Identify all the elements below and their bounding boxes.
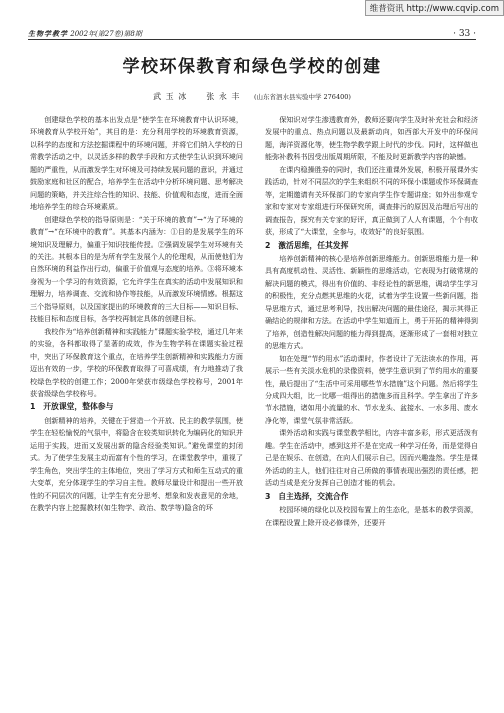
article-title: 学校环保教育和绿色学校的创建: [122, 57, 382, 77]
section-heading: 3 自主选择，交流合作: [265, 491, 349, 501]
section-heading: 2 激活思维，任其发挥: [265, 240, 349, 250]
author-name: 武 玉 冰: [153, 92, 188, 101]
body-paragraph: 我校作为“培养创新精神和实践能力”课题实验学校，通过几年来的实验，各科都取得了显著的成效，作为生物学科在课题实验过程中，突出了环保教育这个重点，在培养学生创新精神和实践能力方面迈出有效的一步，学校的环保教育取得了可喜成绩，有力地推动了我校绿色学校的创建工作；2000年荣获市级绿色学校称号，2001年获省级绿色学校称号。: [30, 326, 243, 398]
left-column: [30, 114, 243, 515]
body-paragraph: 校园环境的绿化以及校园布置上的生态化，是基本的教学资源，在课程设置上除开设必修课外，还要开: [265, 505, 478, 527]
body-paragraph: 培养创新精神的核心是培养创新思维能力。创新思维能力是一种具有高度机动性、灵活性、新颖性的思维活动，它表现为打破常规的解决问题的模式，得出有价值的、非经论性的新思维，调动学生学习的积极性，充分点燃其思维的火花，试着为学生设置一些新问题，指导思维方式，通过思考利导，找出解决问题的最佳途径，揭示其得正确结论的规律和方法。在活动中学生知道而上，勇于开拓的精神得到了培养，创造性解决问题的能力得到提高，逐渐形成了一套相对独立的思维方式。: [265, 253, 478, 351]
journal-name: 生物学教学: [28, 29, 68, 38]
body-paragraph: 创新精神的培养，关键在于营造一个开放、民主的教学氛围，使学生在轻松愉悦的气氛中，将隐含在较类知识转化为编码化的知识并运用于实践，进而又发展出新的隐含经验类知识。”避免课堂的封闭式。为了使学生发展主动而富有个性的学习，在课堂教学中，重视了学生角色，突出学生的主体地位，突出了学习方式和师生互动式的重大变革，充分体现学生的学习自主性。教师尽量设计和提出一些开放性的不同层次的问题，让学生有充分思考、想象和发表意见的余地，在教学内容上挖掘教材(如生物学、政治、数学等)隐含的环: [30, 415, 243, 513]
journal-issue: 2002年(第27卷)第8期: [70, 30, 142, 38]
author-name: 张 永 丰: [206, 92, 241, 101]
watermark: 维普资讯 http://www.cqvip.com: [365, 0, 504, 16]
body-paragraph: 课外活动和实践与课堂教学相比，内容丰富多彩，形式更活泼有趣。学生在活动中，感到这并不是在完成一种学习任务，而是觉得自己是在娱乐、在创造，在向人们展示自己，因而兴趣盎然。学生是课外活动的主人，他们往往对自己所做的事情表现出强烈的责任感，把活动当成是充分发挥自己创造才能的机会。: [265, 428, 478, 488]
right-column: [265, 114, 478, 529]
body-paragraph: 创建绿色学校的指导原则是：“关于环境的教育”→“为了环境的教育”→“在环境中的教育”。其基本内涵为：①目的是发展学生的环境知识及理解力，偏重于知识技能传授。②强调发展学生对环境有关的关注。其根本目的是为所有学生发展个人的伦理观，从而使他们为自然环境的利益作出行动，偏重于价值观与态度的培养。③将环境本身视为一个学习的有效资源，它允许学生在真实的活动中发展知识和理解力，培养调查、交流和协作等技能，从而激发环境情感。根据这三个指导原则，以及国家提出的环境教育的三大目标——知识目标、技能目标和态度目标，各学校再制定具体的创建目标。: [30, 214, 243, 324]
authors-line: [0, 91, 504, 102]
section-heading: 1 开放课堂，整体参与: [30, 402, 114, 412]
body-paragraph: 创建绿色学校的基本出发点是“使学生在环境教育中认识环境，环境教育从学校开始”，其目的是：充分利用学校的环境教育资源，以科学的态度和方法挖掘课程中的环境问题，并将它们纳入学校的日常教学活动之中，以灵活多样的教学手段和方式使学生认识到环境问题的严重性，从而激发学生对环境及可持续发展问题的意识，并通过鼓励家庭和社区的配合，培养学生在活动中分析环境问题、思考解决问题的策略，并关注综合性的知识、技能、价值观和态度，进而全面地培养学生的综合环境素质。: [30, 115, 243, 212]
body-paragraph: 如在处理“节约用水”活动课时，作者设计了无法读水的作用，再展示一些有关淡水危机的录像资料，使学生意识到了节约用水的重要性，最后提出了“生活中可采用哪些节水措施”这个问题。然后将学生分成四大组，比一比哪一组得出的措施多而且科学。学生拿出了许多节水措施，诸如用小流量的水、节水龙头、盆接水、一水多用、废水净化等，课堂气氛非常活跃。: [265, 353, 478, 425]
body-paragraph: 在课内稳操胜券的同时，我们还注重课外发展，积极开展课外实践活动，针对不同层次的学生来组织不同的环保小课题或作环保调查等，定期邀请有关环保部门的专家向学生作专题讲座；如外出参观专家和专家对专家组进行环保研究所，调查排污的原因及治理后写出的调查报告，探究有关专家的好评，真正做到了人人有课题，个个有收获，形成了“大课堂，全参与，收效好”的良好氛围。: [265, 164, 478, 237]
affiliation: (山东省泗水县实验中学 276400): [253, 93, 351, 101]
body-paragraph: 保知识对学生渗透教育外，教师还要向学生及时补充社会和经济发展中的重点、热点问题以及最新动向，如西部大开发中的环保问题，海洋资源化等，使生物学教学跟上时代的步伐。同时，这样做也能弥补教科书因受出版周期所限，不能及时更新教学内容的缺憾。: [265, 115, 478, 162]
running-header: [28, 25, 476, 40]
journal-info: [28, 29, 142, 39]
page-number: · 33 ·: [453, 29, 476, 39]
